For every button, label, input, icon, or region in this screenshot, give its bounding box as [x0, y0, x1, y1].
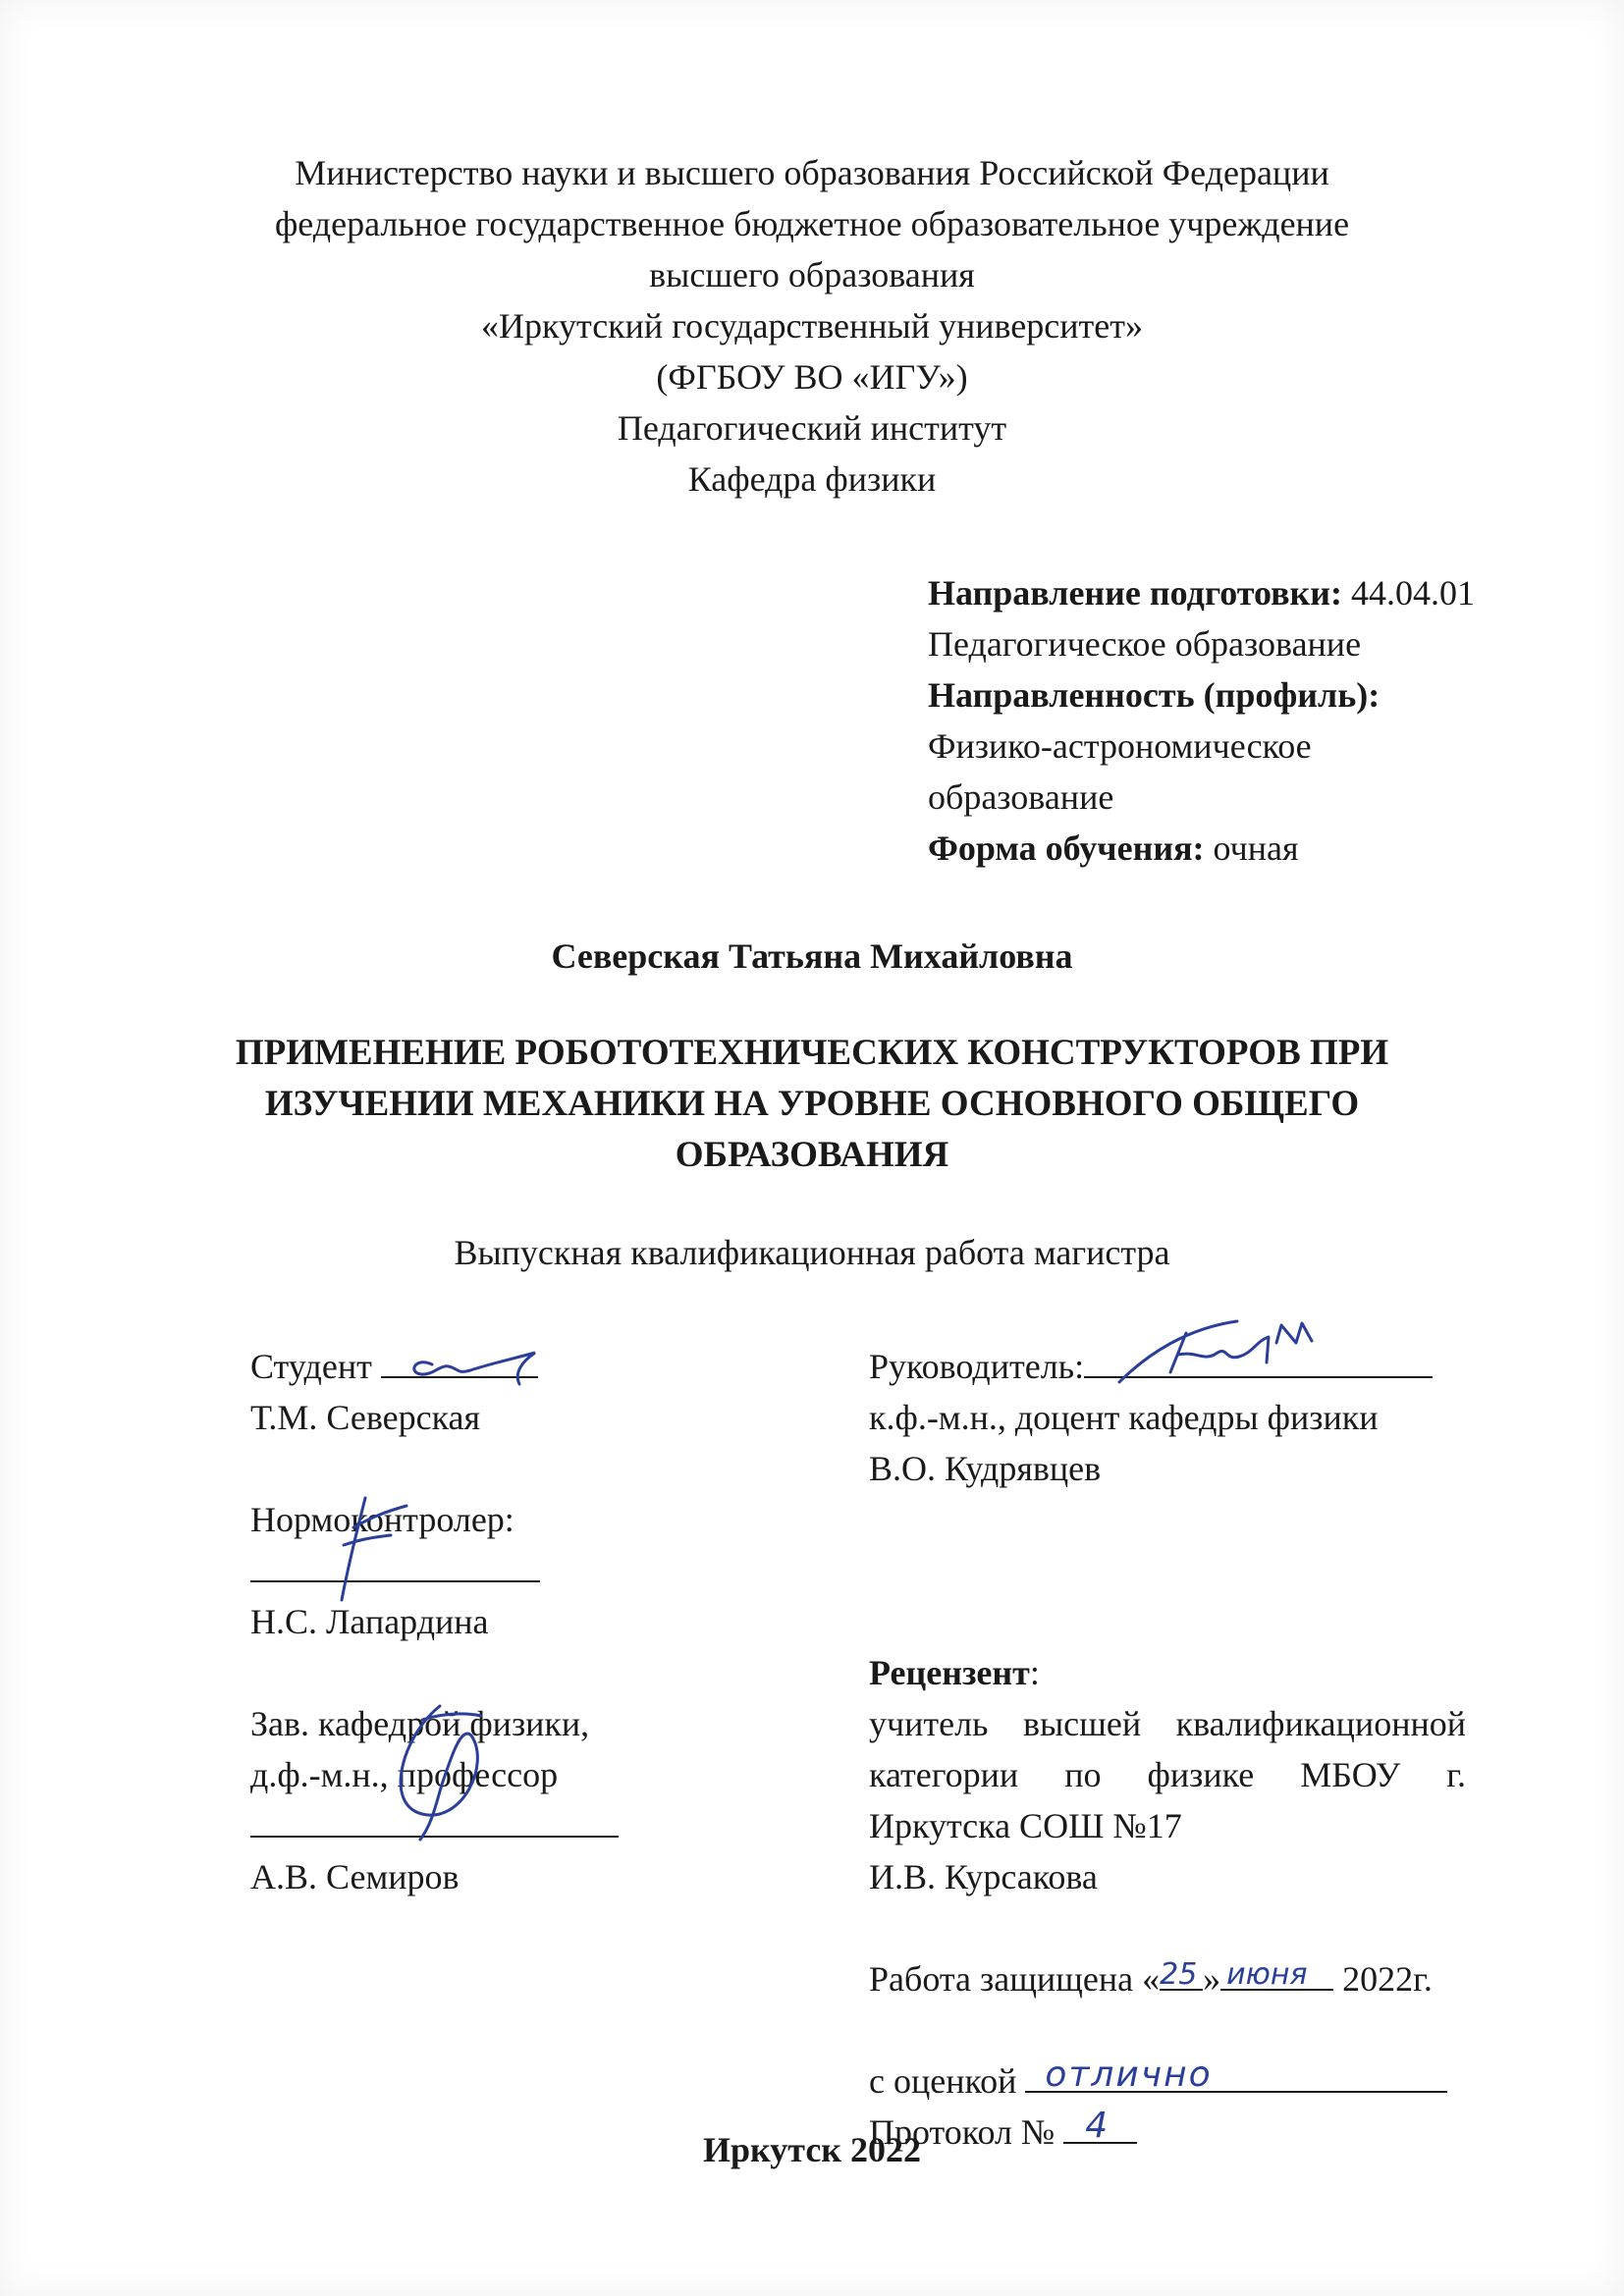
- thesis-title: [0, 1028, 1624, 1181]
- profile-label: Направленность (профиль):: [928, 675, 1380, 715]
- program-block: [928, 567, 1556, 874]
- form-value: очная: [1204, 828, 1299, 868]
- student-signature: [398, 1343, 565, 1392]
- supervisor-label: Руководитель:: [869, 1347, 1085, 1386]
- reviewer-label: Рецензент: [869, 1653, 1030, 1692]
- university-abbr-line: (ФГБОУ ВО «ИГУ»): [656, 357, 968, 397]
- form-label: Форма обучения:: [928, 828, 1205, 868]
- protocol-label: Протокол №: [869, 2112, 1056, 2152]
- reviewer-name: И.В. Курсакова: [869, 1857, 1098, 1896]
- defended-month-field: [1220, 1955, 1333, 1991]
- direction-name: Педагогическое образование: [928, 624, 1362, 664]
- normcontrol-label: Нормоконтролер:: [250, 1500, 514, 1539]
- institution-level-line: высшего образования: [649, 255, 975, 294]
- grade-label: с оценкой: [869, 2061, 1017, 2101]
- institution-type-line: федеральное государственное бюджетное образовательное учреждение: [274, 204, 1350, 243]
- protocol-value: 4: [1085, 2106, 1109, 2146]
- supervisor-name: В.О. Кудрявцев: [869, 1449, 1102, 1488]
- supervisor-degree: к.ф.-м.н., доцент кафедры физики: [869, 1398, 1379, 1437]
- work-type: Выпускная квалификационная работа магистра: [454, 1233, 1170, 1272]
- reviewer-colon: :: [1029, 1653, 1040, 1692]
- university-line: «Иркутский государственный университет»: [481, 306, 1143, 346]
- right-column: [869, 1341, 1468, 2158]
- defended-suffix: 2022г.: [1333, 1959, 1433, 1999]
- direction-code: 44.04.01: [1342, 573, 1476, 613]
- head-signature: [363, 1696, 511, 1843]
- reviewer-description: учитель высшей квалификационной категории по физике МБОУ г. Иркутска СОШ №17: [869, 1704, 1466, 1845]
- title-line-1: ПРИМЕНЕНИЕ РОБОТОТЕХНИЧЕСКИХ КОНСТРУКТОРОВ ПРИ: [235, 1033, 1389, 1073]
- author-name: Северская Татьяна Михайловна: [551, 936, 1073, 976]
- grade-field: [1025, 2057, 1447, 2093]
- student-label: Студент: [250, 1347, 372, 1386]
- defended-prefix: Работа защищена «: [869, 1959, 1161, 1999]
- department-line: Кафедра физики: [687, 459, 937, 499]
- student-name: Т.М. Северская: [250, 1398, 481, 1437]
- normcontrol-name: Н.С. Лапардина: [250, 1602, 489, 1641]
- normcontrol-signature: [314, 1490, 422, 1608]
- header-block: [0, 147, 1624, 505]
- title-line-3: ОБРАЗОВАНИЯ: [675, 1135, 949, 1175]
- direction-label: Направление подготовки:: [928, 573, 1343, 613]
- supervisor-signature: [1110, 1313, 1335, 1392]
- grade-value: отлично: [1045, 2055, 1213, 2095]
- defended-month: июня: [1226, 1957, 1308, 1992]
- head-degree: д.ф.-м.н., профессор: [250, 1755, 559, 1794]
- footer-city-year: Иркутск 2022: [702, 2130, 922, 2169]
- profile-line2: образование: [928, 777, 1114, 817]
- defense-date-line: Работа защищена « 25 » июня 2022г.: [869, 1953, 1468, 2004]
- head-label: Зав. кафедрой физики,: [250, 1704, 590, 1743]
- head-name: А.В. Семиров: [250, 1857, 460, 1896]
- profile-line1: Физико-астрономическое: [928, 726, 1312, 766]
- defended-day: 25: [1160, 1957, 1198, 1992]
- title-line-2: ИЗУЧЕНИИ МЕХАНИКИ НА УРОВНЕ ОСНОВНОГО ОБЩЕГО: [264, 1084, 1360, 1124]
- ministry-line: Министерство науки и высшего образования Российской Федерации: [295, 153, 1329, 192]
- institute-line: Педагогический институт: [617, 408, 1007, 448]
- defended-day-field: [1160, 1955, 1203, 1991]
